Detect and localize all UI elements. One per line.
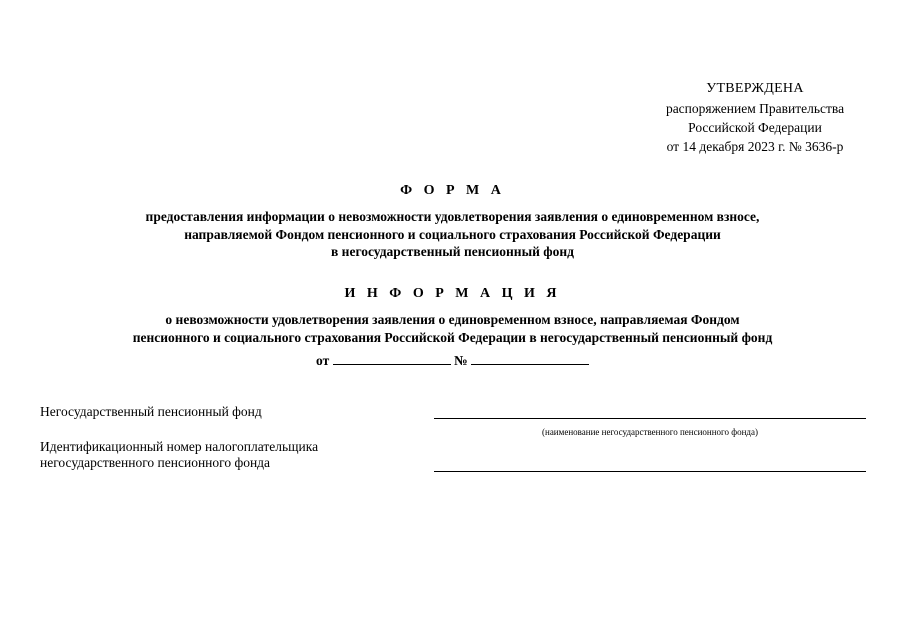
fund-label: Негосударственный пенсионный фонд xyxy=(40,404,262,419)
form-subtitle xyxy=(0,208,905,261)
approval-status: УТВЕРЖДЕНА xyxy=(706,81,804,96)
date-number-line xyxy=(0,352,905,369)
number-sign: № xyxy=(454,353,468,368)
form-subtitle-line-3: в негосударственный пенсионный фонд xyxy=(331,244,574,259)
inn-label-line-2: негосударственного пенсионного фонда xyxy=(40,455,271,470)
approval-line-3: от 14 декабря 2023 г. № 3636-р xyxy=(666,139,844,154)
date-blank-field[interactable] xyxy=(333,352,451,365)
form-title: Ф О Р М А xyxy=(400,183,505,198)
fund-name-caption: (наименование негосударственного пенсионного фонда) xyxy=(542,427,758,437)
number-blank-field[interactable] xyxy=(471,352,589,365)
info-subtitle-line-1: о невозможности удовлетворения заявления о единовременном взносе, направляемая Фондом xyxy=(165,312,740,327)
fund-name-field[interactable] xyxy=(434,418,866,419)
form-subtitle-line-1: предоставления информации о невозможности удовлетворения заявления о единовременном взносе, xyxy=(145,209,760,224)
inn-label xyxy=(40,439,318,471)
info-title: И Н Ф О Р М А Ц И Я xyxy=(344,286,561,301)
info-subtitle xyxy=(0,311,905,346)
info-subtitle-line-2: пенсионного и социального страхования Российской Федерации в негосударственный пенсионный фонд xyxy=(132,329,773,345)
approval-stamp xyxy=(620,79,890,156)
date-prefix: от xyxy=(316,353,330,368)
inn-label-line-1: Идентификационный номер налогоплательщика xyxy=(40,439,319,454)
form-subtitle-line-2: направляемой Фондом пенсионного и социального страхования Российской Федерации xyxy=(184,226,721,242)
approval-line-2: Российской Федерации xyxy=(688,120,822,135)
inn-field[interactable] xyxy=(434,471,866,472)
approval-line-1: распоряжением Правительства xyxy=(665,101,845,116)
